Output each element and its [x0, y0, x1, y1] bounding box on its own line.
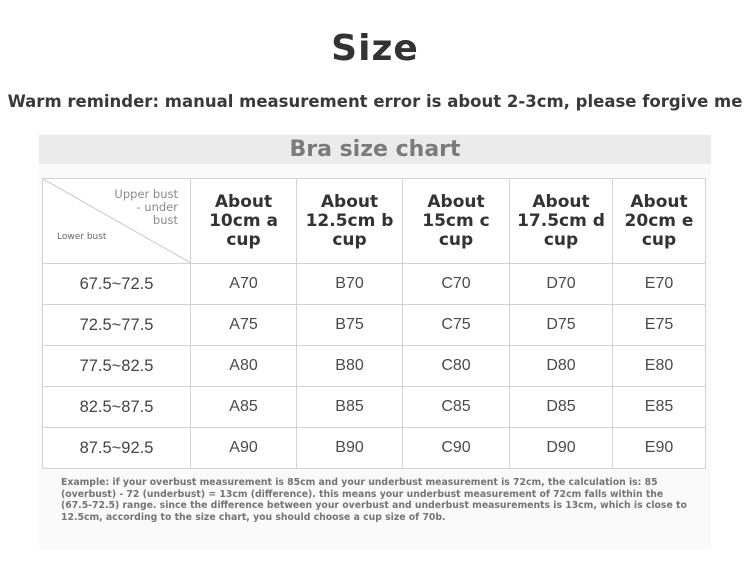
- size-cell: D70: [510, 264, 613, 305]
- lower-bust-range-cell: 87.5~92.5: [43, 428, 191, 469]
- table-row: [43, 264, 706, 305]
- size-cell: E85: [613, 387, 706, 428]
- column-header: About 10cm a cup: [191, 179, 297, 264]
- column-header: About 20cm e cup: [613, 179, 706, 264]
- table-row: [43, 387, 706, 428]
- example-text: Example: if your overbust measurement is 85cm and your underbust measurement is 72cm, the calculation is: 85 (overbust) - 72 (underbust) = 13cm (difference). this means your underbust measurement of 72cm falls within the (67.5-72.5) range. since the difference between your overbust and underbust measurements is 13cm, which is close to 12.5cm, according to the size chart, you should choose a cup size of 70b.: [61, 477, 687, 523]
- size-cell: B75: [297, 305, 403, 346]
- size-cell: A80: [191, 346, 297, 387]
- lower-bust-range-cell: 82.5~87.5: [43, 387, 191, 428]
- warm-reminder-text: Warm reminder: manual measurement error is about 2-3cm, please forgive me: [7, 92, 743, 111]
- table-body: [43, 264, 706, 469]
- size-cell: E90: [613, 428, 706, 469]
- size-cell: C85: [403, 387, 510, 428]
- column-header: About 12.5cm b cup: [297, 179, 403, 264]
- size-cell: D75: [510, 305, 613, 346]
- corner-header-cell: [43, 179, 191, 264]
- table-row: [43, 346, 706, 387]
- table-row: [43, 305, 706, 346]
- table-row: [43, 428, 706, 469]
- size-table: [42, 178, 706, 469]
- column-header: About 17.5cm d cup: [510, 179, 613, 264]
- lower-bust-range-cell: 77.5~82.5: [43, 346, 191, 387]
- size-cell: A85: [191, 387, 297, 428]
- size-cell: B70: [297, 264, 403, 305]
- size-cell: C75: [403, 305, 510, 346]
- size-cell: E80: [613, 346, 706, 387]
- size-cell: C90: [403, 428, 510, 469]
- table-header-row: [43, 179, 706, 264]
- size-cell: D90: [510, 428, 613, 469]
- size-cell: A75: [191, 305, 297, 346]
- size-cell: D80: [510, 346, 613, 387]
- size-cell: B90: [297, 428, 403, 469]
- size-cell: C70: [403, 264, 510, 305]
- size-cell: D85: [510, 387, 613, 428]
- size-cell: A70: [191, 264, 297, 305]
- size-cell: A90: [191, 428, 297, 469]
- lower-bust-range-cell: 72.5~77.5: [43, 305, 191, 346]
- upper-bust-label: Upper bust - under bust: [114, 187, 178, 227]
- column-header: About 15cm c cup: [403, 179, 510, 264]
- size-cell: B80: [297, 346, 403, 387]
- lower-bust-label: Lower bust: [57, 232, 107, 242]
- page-title: Size: [331, 28, 419, 69]
- size-cell: E75: [613, 305, 706, 346]
- size-cell: E70: [613, 264, 706, 305]
- chart-header: Bra size chart: [39, 135, 711, 164]
- size-cell: C80: [403, 346, 510, 387]
- lower-bust-range-cell: 67.5~72.5: [43, 264, 191, 305]
- size-cell: B85: [297, 387, 403, 428]
